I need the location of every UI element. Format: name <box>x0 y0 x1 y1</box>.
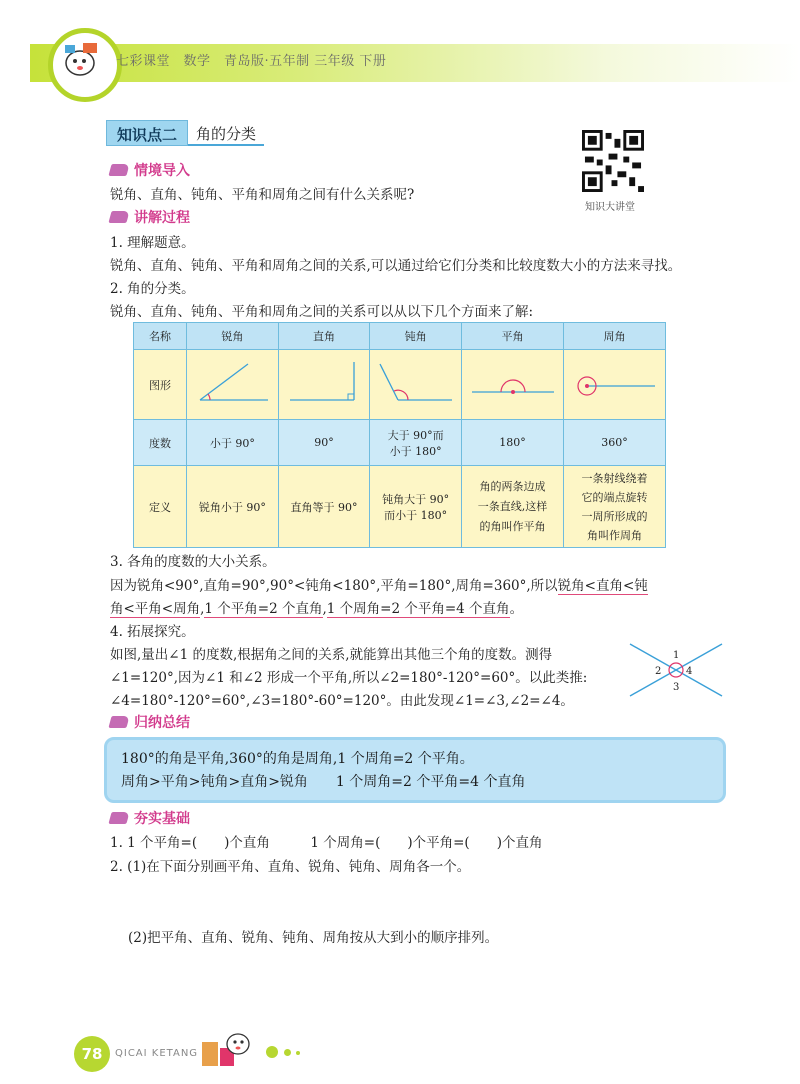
table-header: 平角 <box>462 323 564 350</box>
table-row-degree <box>134 420 666 466</box>
book-icon <box>108 211 129 223</box>
book-icon <box>108 716 129 728</box>
part4-line-3: ∠1=120°,因为∠1 和∠2 形成一个平角,所以∠2=180°-120°=60°。以此类推: <box>110 670 588 686</box>
def-round <box>563 466 665 548</box>
straight-angle-figure <box>462 350 564 420</box>
part3-underline: 1 个平角=2 个直角 <box>204 601 323 617</box>
summary-heading-text: 归纳总结 <box>134 715 190 731</box>
degree-right: 90° <box>278 420 370 466</box>
explain-heading-text: 讲解过程 <box>134 210 190 226</box>
part4-line-2: 如图,量出∠1 的度数,根据角之间的关系,就能算出其他三个角的度数。测得 <box>110 647 553 663</box>
degree-round: 360° <box>563 420 665 466</box>
table-header: 直角 <box>278 323 370 350</box>
qr-code-icon[interactable] <box>582 130 644 192</box>
summary-line-1: 180°的角是平角,360°的角是周角,1 个周角=2 个平角。 <box>121 751 474 767</box>
row-label-figure: 图形 <box>134 350 187 420</box>
right-angle-icon <box>284 358 364 408</box>
degree-obtuse-line: 大于 90°而 <box>387 428 444 442</box>
explain-heading <box>110 207 190 227</box>
part3-line-3 <box>110 597 523 617</box>
situation-heading <box>110 160 190 180</box>
part3-underline: 1 个周角=2 个平角=4 个直角 <box>326 601 510 617</box>
summary-line-2: 周角>平角>钝角>直角>锐角 1 个周角=2 个平角=4 个直角 <box>121 774 526 790</box>
degree-straight: 180° <box>462 420 564 466</box>
angle-label-1: 1 <box>673 650 680 661</box>
footer-brand: QICAI KETANG <box>115 1048 199 1059</box>
mascot-footer-icon <box>200 1028 252 1070</box>
question-1: 1. 1 个平角=( )个直角 1 个周角=( )个平角=( )个直角 <box>110 835 543 851</box>
degree-obtuse-line: 小于 180° <box>389 444 442 458</box>
part3-underline: 角<平角<周角 <box>110 601 201 617</box>
row-label-definition: 定义 <box>134 466 187 548</box>
page-number: 78 <box>74 1036 110 1072</box>
footer-dot-icon <box>284 1049 291 1056</box>
summary-heading <box>110 712 190 732</box>
def-line: 一条直线,这样 <box>477 499 548 513</box>
angle-label-4: 4 <box>686 666 693 677</box>
round-angle-figure <box>563 350 665 420</box>
mascot-logo-icon <box>48 28 122 102</box>
part4-line-1: 4. 拓展探究。 <box>110 624 195 640</box>
part3-line-1: 3. 各角的度数的大小关系。 <box>110 554 276 570</box>
explain-line-2: 锐角、直角、钝角、平角和周角之间的关系,可以通过给它们分类和比较度数大小的方法来寻找。 <box>110 258 682 274</box>
section-title <box>106 120 264 146</box>
acute-angle-figure <box>187 350 279 420</box>
obtuse-angle-figure <box>370 350 462 420</box>
intersecting-lines-figure <box>626 638 726 702</box>
explain-line-3: 2. 角的分类。 <box>110 281 195 297</box>
def-straight <box>462 466 564 548</box>
def-line: 而小于 180° <box>384 508 448 522</box>
table-header: 锐角 <box>187 323 279 350</box>
footer-dot-icon <box>266 1046 278 1058</box>
table-header: 周角 <box>563 323 665 350</box>
question-2: 2. (1)在下面分别画平角、直角、锐角、钝角、周角各一个。 <box>110 859 471 875</box>
basics-heading <box>110 808 190 828</box>
section-tag: 知识点二 <box>106 120 188 146</box>
straight-angle-icon <box>468 358 558 408</box>
summary-box <box>104 737 726 803</box>
table-header: 钝角 <box>370 323 462 350</box>
part3-underline: 锐角<直角<钝 <box>557 578 648 594</box>
section-name: 角的分类 <box>188 120 264 146</box>
situation-heading-text: 情境导入 <box>134 163 190 179</box>
def-line: 钝角大于 90° <box>382 492 450 506</box>
explain-line-1: 1. 理解题意。 <box>110 235 195 251</box>
table-row-definition <box>134 466 666 548</box>
def-acute: 锐角小于 90° <box>187 466 279 548</box>
question-2b: (2)把平角、直角、锐角、钝角、周角按从大到小的顺序排列。 <box>128 930 499 946</box>
acute-angle-icon <box>192 358 272 408</box>
def-line: 的角叫作平角 <box>479 519 546 533</box>
header-title: 七彩课堂 数学 青岛版·五年制 三年级 下册 <box>116 54 387 69</box>
part4-line-4: ∠4=180°-120°=60°,∠3=180°-60°=120°。由此发现∠1=∠3,∠2=∠4。 <box>110 693 574 709</box>
def-obtuse <box>370 466 462 548</box>
def-line: 一条射线绕着 <box>581 471 648 485</box>
book-icon <box>108 812 129 824</box>
situation-text: 锐角、直角、钝角、平角和周角之间有什么关系呢? <box>110 187 415 203</box>
degree-obtuse <box>370 420 462 466</box>
footer-dot-icon <box>296 1051 300 1055</box>
round-angle-icon <box>569 358 659 408</box>
basics-heading-text: 夯实基础 <box>134 811 190 827</box>
angle-label-2: 2 <box>655 666 662 677</box>
part3-text: 。 <box>509 601 524 617</box>
def-line: 角叫作周角 <box>586 528 642 542</box>
angle-label-3: 3 <box>673 682 680 693</box>
right-angle-figure <box>278 350 370 420</box>
part3-text: , <box>322 601 327 617</box>
qr-label: 知识大讲堂 <box>585 202 635 213</box>
table-header-row <box>134 323 666 350</box>
part3-line-2 <box>110 574 648 594</box>
part3-text: , <box>200 601 205 617</box>
degree-acute: 小于 90° <box>187 420 279 466</box>
angle-table <box>133 322 666 548</box>
def-right: 直角等于 90° <box>278 466 370 548</box>
row-label-degree: 度数 <box>134 420 187 466</box>
table-row-figure <box>134 350 666 420</box>
book-icon <box>108 164 129 176</box>
def-line: 角的两条边成 <box>479 479 546 493</box>
def-line: 一周所形成的 <box>581 509 648 523</box>
obtuse-angle-icon <box>376 358 456 408</box>
def-line: 它的端点旋转 <box>581 490 648 504</box>
part3-text: 因为锐角<90°,直角=90°,90°<钝角<180°,平角=180°,周角=360°,所以 <box>110 578 558 594</box>
table-header: 名称 <box>134 323 187 350</box>
explain-line-4: 锐角、直角、钝角、平角和周角之间的关系可以从以下几个方面来了解: <box>110 304 534 320</box>
